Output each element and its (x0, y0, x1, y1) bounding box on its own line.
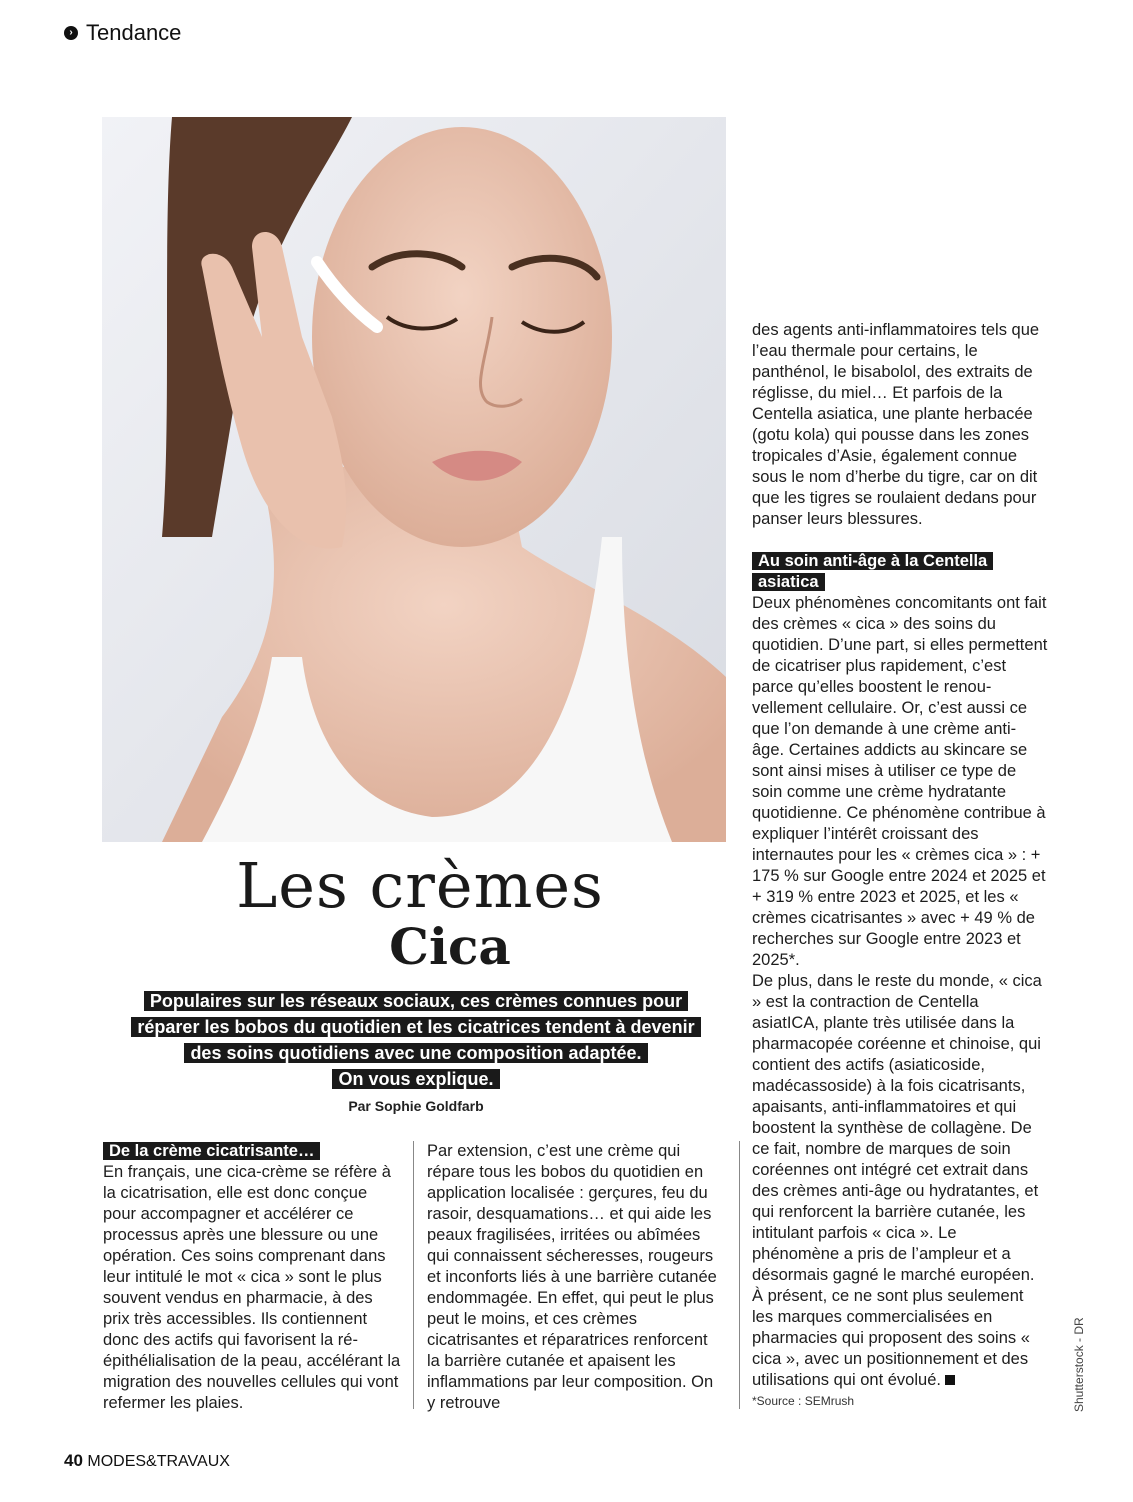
column-divider (739, 1141, 740, 1409)
column-divider (413, 1141, 414, 1409)
article-lead (104, 988, 728, 1092)
chevron-right-icon: › (64, 26, 78, 40)
magazine-name: MODES&TRAVAUX (87, 1453, 230, 1470)
section-heading-1: De la crème cicatrisante… (103, 1142, 320, 1160)
title-line-2: Cica (389, 917, 511, 976)
column-middle (427, 1141, 725, 1414)
lead-line-1: Populaires sur les réseaux sociaux, ces crèmes connues pour (144, 991, 688, 1011)
page-number: 40 (64, 1451, 83, 1470)
column-right-body-2: De plus, dans le reste du monde, « cica » est la contraction de Centella asiatICA, plante très utilisée dans la pharmacopée coréenne et chinoise, qui contient des actifs (asiaticoside, madécassoside) à la fois cicatrisants, apaisants, anti-inflammatoires et qui boostent la synthèse de collagène. De ce fait, nombre de marques de soin coréennes ont intégré cet extrait dans des crèmes anti-âge ou hydratantes, et qui renforcent la barrière cutanée, les intitulant parfois « cica ». Le phénomène a pris de l’ampleur et a désormais gagné le marché européen. À présent, ce ne sont plus seulement les marques commercialisées en pharmacies qui proposent des soins « cica », avec un positionnement et des utilisations qui ont évolué. (752, 972, 1042, 1389)
article-title (140, 848, 700, 974)
end-mark-icon (945, 1375, 955, 1385)
photo-credit-text: Shutterstock - DR (1072, 1317, 1086, 1412)
photo-credit (1072, 1317, 1133, 1426)
lead-line-4: On vous explique. (332, 1069, 499, 1089)
section-rubric (64, 20, 181, 46)
column-left (103, 1141, 401, 1414)
rubric-label: Tendance (86, 20, 182, 45)
column-left-text: En français, une cica-crème se réfère à la cicatrisation, elle est donc conçue pour accompagner et accélérer ce processus après une blessure ou une opération. Ces soins comprenant dans leur intitulé le mot « cica » sont le plus souvent vendus en pharmacie, à des prix très accessibles. Ils contiennent donc des actifs qui favorisent la réépithélialisation de la peau, accélérant la migration des nouvelles cellules qui vont refermer les plaies. (103, 1163, 401, 1412)
lead-line-3: des soins quotidiens avec une composition adaptée. (184, 1043, 647, 1063)
hero-photo (102, 117, 726, 842)
lead-line-2: réparer les bobos du quotidien et les cicatrices tendent à devenir (131, 1017, 700, 1037)
page-footer (64, 1451, 230, 1471)
source-note: *Source : SEMrush (752, 1394, 855, 1408)
column-right (752, 320, 1048, 1412)
title-line-1: Les crèmes (236, 849, 604, 922)
byline: Par Sophie Goldfarb (348, 1098, 484, 1114)
section-heading-2: Au soin anti-âge à la Centella asiatica (752, 552, 993, 591)
column-right-body-1: Deux phénomènes concomitants ont fait des crèmes « cica » des soins du quotidien. D’une part, si elles permettent de cicatriser plus rapidement, c’est parce qu’elles boostent le renouvellement cellulaire. Or, c’est aussi ce que l’on demande à une crème anti-âge. Certaines addicts au skincare se sont ainsi mises à utiliser ce type de soin comme une crème hydratante quotidienne. Ce phénomène contribue à expliquer l’intérêt croissant des internautes pour les « crèmes cica » : + 175 % sur Google entre 2024 et 2025 et + 319 % entre 2023 et 2025, et les « crèmes cicatrisantes » avec + 49 % de recherches sur Google entre 2023 et 2025*. (752, 594, 1048, 969)
column-right-intro: des agents anti-inflammatoires tels que l’eau thermale pour certains, le panthénol, le bisabolol, des extraits de réglisse, du miel… Et parfois de la Centella asiatica, une plante herbacée (gotu kola) qui pousse dans les zones tropicales d’Asie, également connue sous le nom d’herbe du tigre, car on dit que les tigres se roulaient dedans pour panser leurs blessures. (752, 321, 1040, 528)
column-middle-text: Par extension, c’est une crème qui répare tous les bobos du quotidien en application localisée : gerçures, feu du rasoir, desquamations… et qui aide les peaux fragilisées, irritées ou abîmées qui connaissent sécheresses, rougeurs et inconforts liés à une barrière cutanée endommagée. En effet, qui peut le plus peut le moins, et ces crèmes cicatrisantes et réparatrices renforcent la barrière cutanée et apaisent les inflammations par leur composition. On y retrouve (427, 1142, 717, 1412)
